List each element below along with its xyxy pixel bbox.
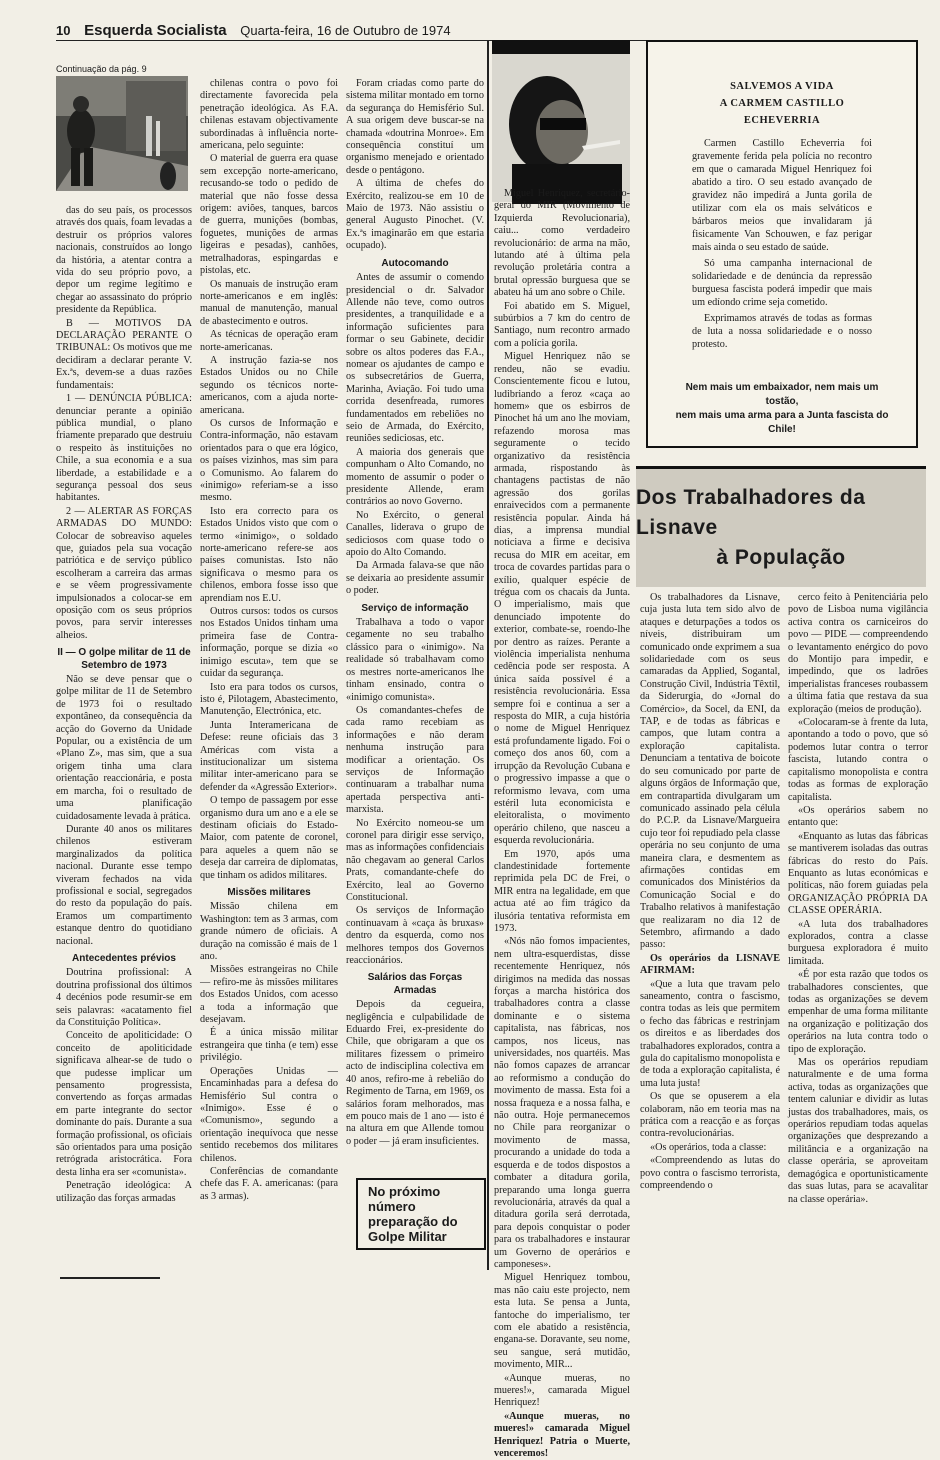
paragraph: B — MOTIVOS DA DECLARAÇÃO PERANTE O TRIBUNAL: Os motivos que me decidiram a declarar perante V. Ex.ªs, devem-se a duas razões fundamentais:: [56, 317, 192, 391]
lisnave-column-2: [788, 592, 928, 1278]
paragraph: «Compreendendo as lutas do povo contra o fascismo terrorista, compreendendo o: [640, 1155, 780, 1192]
paragraph: Depois da cegueira, negligência e culpabilidade de Eduardo Frei, ex-presidente do Chile, que obrigaram a que os militares fizessem o primeiro acto de indisciplina colectiva em 40 anos, refiro-me à rebelião do Regimento de Tarna, em 1969, os salários foram melhorados, mas em pouco mais de 1 ano — isto é na altura em que Allende tomou o poder — já eram insuficientes.: [346, 999, 484, 1147]
paragraph: das do seu país, os processos através dos quais, foam levadas a destruir os próprios valores nacionais, construídos ao longo da história, a atentar contra a vida do seu próprio povo, a depor um regime legítimo e chegar ao assassinato do próprio presidente da República.: [56, 205, 192, 316]
paragraph: Mas os operários repudiam naturalmente e de uma forma activa, todas as organizações que tentem caluniar e dividir as lutas justas dos trabalhadores, mais, os operários repudiam todas aquelas organizações que desprezando a militância e a organização na classe operária, se aproveitam demagógica e oportunisticamente das suas lutas, para se acavalitar na classe operária».: [788, 1057, 928, 1205]
paragraph: «É por esta razão que todos os trabalhadores conscientes, que todas as organizações se devem empenhar de uma forma militante na organização e politização dos operários na luta contra todo o tipo de exploração.: [788, 969, 928, 1055]
paragraph: Miguel Henriquez não se rendeu, não se evadiu. Conscientemente ficou e lutou, ludibriando a feroz «caça ao homem» que os esbirros de Pinochet há um ano lhe moviam, refazendo morosa mas seguramente o tecido organizativo da resistência armada, rispostando às chantagens pactistas de não agressão dos gorilas enraivecidos com a permanente resistência popular. Ainda há dias, a imprensa mundial noticiava a firme e decisiva recusa do MIR em aceitar, em troca de covardes partidas para o exílio, qualquer espécie de trégua com os chacais da Junta. O imperialismo, mais que denunciado impotente do exterior, combate-se, roendo-lhe por dentro as raízes. Perante a violência imperialista nenhuma cedência pode ser resposta. A única saída possível é a resistência revolucionária. Essa sempre foi e continua a ser a resposta do MIR, a cuja história o nome de Miguel Henriquez está profundamente ligado. Foi o começo dos anos 60, com a irrupção da Revolução Cubana e o progressivo impasse a que o reformismo levava, com uma estéril luta economicista e eleitoralista, o movimento operário chileno, que nasceu a esquerda revolucionária.: [494, 351, 630, 847]
paragraph: A instrução fazia-se nos Estados Unidos ou no Chile segundo os técnicos norte-americanos, com a ajuda norte-americana.: [200, 354, 338, 416]
paragraph: 2 — ALERTAR AS FORÇAS ARMADAS DO MUNDO: Colocar de sobreaviso aqueles que, guiados pela sua vocação patriótica e de serviço público escolheram a carreira das armas e se vêem progressivamente impulsionados a colocar-se em oposição com os seus próprios povos, para servir interesses alheios.: [56, 505, 192, 641]
closing-slogan: «Aunque mueras, no mueres!» camarada Miguel Henriquez! Patria o Muerte, venceremos!: [494, 1410, 630, 1460]
paragraph: Missão chilena em Washington: tem as 3 armas, com grande número de oficiais. A duração na comissão é mais de 1 ano.: [200, 901, 338, 963]
paragraph: É a única missão militar estrangeira que tinha (e tem) esse privilégio.: [200, 1027, 338, 1064]
paragraph: Conceito de apoliticidade: O conceito de apoliticidade significava alhear-se de tudo o que pudesse implicar um pensamento progressista, convertendo as forças armadas em parte integrante do sector dominante do país. Durante a sua formação profissional, os oficiais são orientados para uma posição retrógrada aristocrática. Fora desta linha era ser «comunista».: [56, 1030, 192, 1178]
section-heading: Missões militares: [227, 887, 311, 898]
article-column-2: [200, 78, 338, 1278]
issue-date: Quarta-feira, 16 de Outubro de 1974: [240, 23, 451, 38]
paragraph: O tempo de passagem por esse organismo dura um ano e a ele se destinam oficiais do Estado-Maior, com patente de coronel, para aqueles a quem não se deseja dar carreira de diplomatas, que tinham os adidos militares.: [200, 795, 338, 881]
photo-caption: Miguel Henriquez, secretário-geral do MIR (Movimento de Izquierda Revolucionaria), caiu... como verdadeiro revolucionário: de arma na mão, lutando até à última pela revolução proletária contra a brutal opressão burguesa que se abateu há um ano sobre o Chile.: [494, 188, 630, 299]
paragraph: Doutrina profissional: A doutrina profissional dos últimos 4 decénios pode resumir-se em seis palavras: «acatamento fiel da Constituição Política».: [56, 967, 192, 1028]
paragraph: «Os operários, toda a classe:: [650, 1141, 767, 1153]
paragraph: «Enquanto as lutas das fábricas se mantiverem isoladas das outras fábricas do resto do País. Enquanto as lutas económicas e políticas, não forem guiadas pela ORGANIZAÇÃO PRÓPRIA DA CLASSE OPERÁRIA.: [788, 830, 928, 917]
paragraph: Conferências de comandante chefe das F. A. americanas: (para as 3 armas).: [200, 1165, 338, 1202]
paragraph: Miguel Henriquez tombou, mas não caiu este projecto, nem esta luta. Se pensa a Junta, fantoche do imperialismo, ter com ele abatido a resistência, engana-se. Doravante, seu nome, seu sangue, será mutidão, movimento, MIR...: [494, 1272, 630, 1371]
section-heading: Autocomando: [381, 257, 449, 269]
paragraph: Isto era para todos os cursos, isto é, Pilotagem, Abastecimento, Manutenção, Electrónica, etc.: [200, 681, 338, 718]
paragraph: 1 — DENÚNCIA PÚBLICA: denunciar perante a opinião pública mundial, o plano friamente preparado que destruiu o respeito às instituições no Chile, a sua economia e a sua liberdade, a estabilidade e a segurança pessoal dos seus habitantes.: [56, 393, 192, 504]
paragraph: «Nós não fomos impacientes, nem ultra-esquerdistas, disse recentemente Henriquez, nós dirigimos na medida das nossas forças a marcha histórica dos trabalhadores contra a classe dominante e o sistema capitalista, nas fábricas, nos campos, nos liceus, nas universidades, nos quartéis. Mas não fomos capazes de arrancar ao reformismo a condução do movimento de massa. Esta foi a nossa fraqueza e a nossa falha, e não outra. Hoje permanecemos no Chile para reorganizar o movimento de massa, procurando a unidade do toda a esquerda e de todos dispostos a combater a ditadura gorila, preparando uma longa guerra revolucionária, através da qual a ditadura gorila será derrotada, para depois conquistar o poder para os trabalhadores e instaurar um Governo de operários e camponeses».: [494, 936, 630, 1270]
portrait-photo: [492, 40, 630, 202]
paragraph: «Que a luta que travam pelo saneamento, contra o fascismo, contra todas as leis que permitem o fecho das fábricas e restrinjam os direitos e as liberdades dos trabalhadores explorados, contra a gula do capitalismo monopolista e de toda a exploração capitalista, é uma luta justa!: [640, 978, 780, 1089]
page-header: [56, 22, 900, 41]
article-column-1: [56, 205, 192, 1280]
box-title-line: ECHEVERRIA: [743, 115, 821, 126]
section-heading: Serviço de informação: [361, 602, 469, 614]
section-heading: II — O golpe militar de 11 de Setembro de 1973: [57, 647, 191, 671]
paragraph: Operações Unidas — Encaminhadas para a defesa do Hemisfério Sul contra o «Inimigo». Esse é o «Comunismo», segundo a orientação inequívoca que nesse sentido recebemos dos militares chilenos.: [200, 1065, 338, 1164]
paragraph: Outros cursos: todos os cursos nos Estados Unidos tinham uma primeira fase de Contra-informação, porque se dizia «o inimigo escuta», tem que se cuidar da segurança.: [200, 606, 338, 680]
paragraph: chilenas contra o povo foi directamente favorecida pela penetração ideológica. As F.A. chilenas estavam objectivamente subordinadas à influência norte-americana, pelo seguinte:: [200, 78, 338, 152]
paragraph: Da Armada falava-se que não se deixaria ao presidente assumir o poder.: [346, 560, 484, 597]
paragraph: Missões estrangeiras no Chile — refiro-me às missões militares dos Estados Unidos, com acesso a toda a informação que desejavam.: [200, 964, 338, 1026]
paragraph: Antes de assumir o comendo presidencial o dr. Salvador Allende não teve, como outros presidentes, a tranquilidade e a informação suficientes para formar o seu Gabinete, decidir sobre os altos poderes das F.A., nomear os ajudantes de campo e os subsecretários de Guerra, Marinha, Aviação. Foi tudo uma corrida desenfreada, rumores fundamentados em rebeliões no seio de Armada, do Exército, reuniões sediciosas, etc.: [346, 272, 484, 445]
column-divider: [487, 40, 489, 1270]
paragraph: Trabalhava a todo o vapor cegamente no seu trabalho clássico para o «inimigo». Na realidade só trabalhavam como os mestres norte-americanos lhe tinham ensinado, contra o «inimigo comunista».: [346, 617, 484, 703]
paragraph: Penetração ideológica: A utilização das forças armadas: [56, 1180, 192, 1204]
paragraph: «Colocaram-se à frente da luta, apontando a todo o povo, que só podemos lutar contra o terror fascista, lutando contra o capitalismo monopolista e contra todas as formas de exploração capitalista.: [788, 717, 928, 803]
box-title-line: SALVEMOS A VIDA: [730, 81, 834, 92]
lisnave-headline: [636, 466, 926, 587]
paragraph: «Os operários sabem no entanto que:: [788, 804, 928, 829]
paragraph: cerco feito à Penitenciária pelo povo de Lisboa numa vigilância activa contra os carniceiros do povo — PIDE — compreendendo o levantamento enérgico do povo do Montijo para impedir, e impedindo, que os ladrões imperialistas franceses roubassem a última fatia que restava da sua exploração (meios de produção).: [788, 592, 928, 715]
paragraph: Em 1970, após uma clandestinidade fortemente reprimida pela DC de Frei, o MIR entra na legalidade, em que actua até ao fim trágico da ilusória tentativa reformista em 1973.: [494, 848, 630, 934]
paragraph: Os cursos de Informação e Contra-informação, não estavam orientados para o que era lógico, os países vizinhos, mas sim para o Comunismo. Ao falarem do «inimigo» referiam-se a isso mesmo.: [200, 417, 338, 504]
paragraph: Os operários da LISNAVE AFIRMAM:: [640, 952, 780, 977]
paragraph: Os trabalhadores da Lisnave, cuja justa luta tem sido alvo de ataques e deturpações a todos os níveis, distribuiram um comunicado onde exprimem a sua solidariedade com os seus camaradas da Applied, Sogantal, Construção Civil, Indústria Têxtil, da Siderurgia, do «Jornal do Comércio», da Socel, da ENI, da TAP, e de todas as fábricas e campos, que lutam contra a exploração capitalista. Denunciam a tentativa de boicote do seu comunicado por parte de alguns órgãos de Informação que, em contrapartida divulgaram um comunicado assinado pela célula do P.C.P. da Lisnave/Margueira cujo teor foi repudiado pela classe operária no seu conjunto de uma maneira clara, e desmentem as afirmações contidas em comunicados dos Ministérios da Comunicação Social e do Trabalho relativos à manifestação que realizaram no dia 12 de Setembro, afirmando a dado passo:: [640, 592, 780, 951]
paragraph: As técnicas de operação eram norte-americanas.: [200, 329, 338, 353]
paragraph: Foram criadas como parte do sistema militar montado em torno da segurança do Hemisfério Sul. A sua origem deve buscar-se na chamada «doutrina Monroe». Em consequência constituí um organismo menejado e orientado desde o pentágono.: [346, 78, 484, 176]
box-slogan: nem mais uma arma para a Junta fascista do Chile!: [675, 410, 889, 435]
paragraph: No Exército, o general Canalles, liderava o grupo de sediciosos com quase todo o apoio do Alto Comando.: [346, 509, 484, 559]
next-issue-box: No próximo número preparação do Golpe Militar: [356, 1178, 486, 1250]
page-number: 10: [56, 23, 71, 38]
paragraph: O material de guerra era quase sem excepção norte-americano, recusando-se todo o pedido de material que não fosse dessa origem: aviões, tanques, barcos de guerra, munições (bombas, foguetes, munições de armas ligeiras e pesadas), canhões, metralhadoras, espingardas e pistolas, etc.: [200, 153, 338, 277]
paragraph: Não se deve pensar que o golpe militar de 11 de Setembro de 1973 foi o resultado expontâneo, da consequência da acção do Governo da Unidade Popular, ou a existência de um «Plano Z», mas sim, que a sua origem tinha uma clara orientação reaccionária, e posta em marcha, foi o resultado de uma planificação cuidadosamente levada à prática.: [56, 674, 192, 822]
paragraph: Durante 40 anos os militares chilenos estiveram marginalizados da política nacional. Durante esse tempo viveram fechados na vida profissional e social, segregados do resto da população do país. Eramos um compartimento estanque dentro do quotidiano nacional.: [56, 823, 192, 947]
bottom-rule: [60, 1277, 160, 1279]
henriquez-column: [494, 188, 630, 1460]
paragraph: A maioria dos generais que compunham o Alto Comando, no momento de assumir o poder o presidente Allende, eram contrários ao novo Governo.: [346, 446, 484, 508]
paragraph: Os manuais de instrução eram norte-americanos e em inglês: manual de manutenção, manual de abastecimento e outros.: [200, 278, 338, 327]
newspaper-name: Esquerda Socialista: [84, 22, 227, 39]
box-title-line: A CARMEM CASTILLO: [719, 98, 845, 109]
paragraph: «A luta dos trabalhadores explorados, contra a classe burguesa exploradora é muito limitada.: [788, 918, 928, 967]
continuation-note: Continuação da pág. 9: [56, 64, 147, 74]
paragraph: A última de chefes do Exército, realizou-se em 10 de Maio de 1973. Não assistiu o general Augusto Pinochet. (V. Ex.ªs imaginarão em que estaria ocupado).: [346, 178, 484, 252]
box-slogan: Nem mais um embaixador, nem mais um tostão,: [685, 382, 879, 407]
solidarity-box: [646, 40, 918, 448]
headline-line: Dos Trabalhadores da Lisnave: [636, 486, 866, 539]
paragraph: Os que se opuserem a ela colaboram, não em teoria mas na prática com a reacção e as forças contra-revolucionárias.: [640, 1091, 780, 1140]
paragraph: Isto era correcto para os Estados Unidos visto que com o termo «inimigo», o soldado norte-americano refere-se aos países comunistas. Isto não significava o mesmo para os chilenos, embora fosse isso que aprendiam nos E.U.: [200, 505, 338, 604]
paragraph: Os serviços de Informação continuavam à «caça às bruxas» dentro da esquerda, como nos melhores tempos dos Governos reaccionários.: [346, 905, 484, 967]
lisnave-column-1: [640, 592, 780, 1278]
headline-line: à População: [716, 546, 846, 569]
section-heading: Antecedentes prévios: [72, 952, 176, 964]
paragraph: Foi abatido em S. Miguel, subúrbios a 7 km do centro de Santiago, num recontro armado com a polícia gorila.: [494, 300, 630, 349]
paragraph: «Aunque mueras, no mueres!», camarada Miguel Henriquez!: [494, 1372, 630, 1409]
paragraph: Os comandantes-chefes de cada ramo recebiam as informações e não deram nenhuma instrução para modificar a orientação. Os serviços de Informação continuaram a trabalhar numa apertada perspectiva anti-marxista.: [346, 704, 484, 816]
paragraph: Exprimamos através de todas as formas de luta a nossa solidariedade e o nosso protesto.: [692, 313, 872, 350]
section-heading: Salários das Forças Armadas: [367, 972, 463, 996]
article-column-3: [346, 78, 484, 1168]
paragraph: Junta Interamericana de Defese: reune oficiais das 3 Américas com vista a institucionalizar um sistema militar inter-americano para se defender da «Agressão Exterior».: [200, 719, 338, 793]
paragraph: No Exército nomeou-se um coronel para dirigir esse serviço, mas as informações confidenciais não chegavam ao general Carlos Prats, comandante-chefe do Exército, leal ao Governo Constitucional.: [346, 817, 484, 903]
paragraph: Só uma campanha internacional de solidariedade e de denúncia da repressão burguesa fascista poderá impedir que mais um edíondo crime seja cometido.: [692, 258, 872, 308]
soldiers-photo: [56, 76, 188, 191]
paragraph: Carmen Castillo Echeverria foi gravemente ferida pela polícia no recontro em que o camarada Miguel Henriquez foi abatido a tiro. O seu estado avançado de gravidez não impedirá a Junta gorila de utilizar com ela os mais selváticos e bárbaros meios que invalidaram já fisicamente Van Schouwen, e faz perigar mais ainda o seu estado de saúde.: [692, 138, 872, 253]
